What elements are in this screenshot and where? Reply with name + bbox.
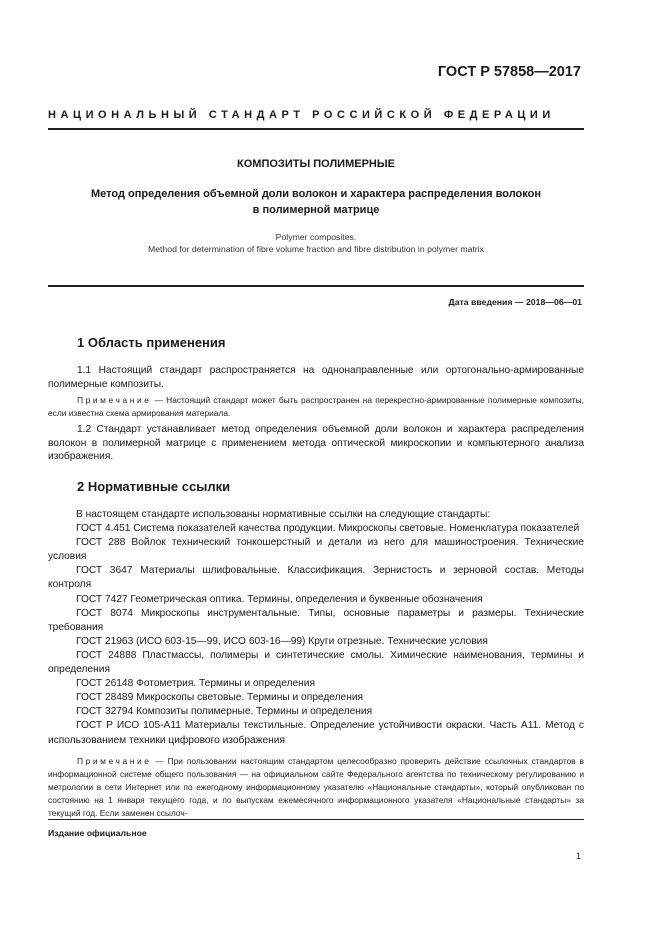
subtitle-line-2: в полимерной матрице (252, 204, 380, 216)
references-intro (48, 508, 584, 522)
reference-text: ГОСТ 4.451 Система показателей качества продукции. Микроскопы световые. Номенклатура показателей (76, 523, 580, 535)
reference-text: ГОСТ 21963 (ИСО 603-15—99, ИСО 603-16—99) Круги отрезные. Технические условия (76, 635, 488, 647)
document-subtitle (48, 186, 584, 218)
reference-item (48, 522, 584, 536)
reference-item (48, 691, 584, 705)
note-label: Примечание (77, 395, 152, 405)
national-standard-banner: НАЦИОНАЛЬНЫЙ СТАНДАРТ РОССИЙСКОЙ ФЕДЕРАЦИИ (48, 109, 555, 121)
reference-text: ГОСТ 28489 Микроскопы световые. Термины и определения (76, 692, 364, 704)
section-2-heading: 2 Нормативные ссылки (77, 479, 231, 494)
standard-number: ГОСТ Р 57858—2017 (437, 64, 581, 80)
reference-text: ГОСТ 7427 Геометрическая оптика. Термины, определения и буквенные обозначения (76, 593, 483, 605)
page-number: 1 (575, 851, 581, 861)
english-title-line-2: Method for determination of fibre volume fraction and fibre distribution in polymer matrix (147, 244, 485, 254)
reference-text: ГОСТ Р ИСО 105-A11 Материалы текстильные. Определение устойчивости окраски. Часть A11. Метод с использованием техники цифрового изображения (48, 720, 584, 746)
reference-text: ГОСТ 3647 Материалы шлифовальные. Классификация. Зернистость и зерновой состав. Методы контроля (48, 565, 584, 591)
reference-text: ГОСТ 32794 Композиты полимерные. Термины и определения (76, 706, 373, 718)
section-1-paragraph-1 (48, 364, 584, 391)
note-label: Примечание (77, 756, 152, 766)
normative-references (48, 508, 584, 748)
official-edition-label: Издание официальное (48, 828, 147, 838)
reference-item (48, 677, 584, 691)
subtitle-line-1: Метод определения объемной доли волокон и характера распределения волокон (91, 188, 541, 200)
reference-text: ГОСТ 26148 Фотометрия. Термины и определения (76, 678, 316, 690)
title-divider (48, 285, 584, 287)
reference-item (48, 719, 584, 747)
reference-item (48, 705, 584, 719)
reference-text: ГОСТ 24888 Пластмассы, полимеры и синтетические смолы. Химические наименования, термины и определения (48, 649, 584, 676)
introduction-date: Дата введения — 2018—06—01 (448, 297, 582, 307)
reference-item (48, 649, 584, 677)
footer-divider (48, 819, 584, 820)
section-1-paragraph-2 (48, 423, 584, 464)
reference-text: ГОСТ 288 Войлок технический тонкошерстный и детали из него для машиностроения. Технические условия (48, 537, 584, 563)
section-2-note (48, 755, 584, 820)
reference-item (48, 607, 584, 635)
paragraph-text: 1.2 Стандарт устанавливает метод определения объемной доли волокон и характера распределения волокон в полимерной матрице с применением метода оптической микроскопии и компьютерного анализа изображения. (48, 424, 584, 463)
reference-text: ГОСТ 8074 Микроскопы инструментальные. Типы, основные параметры и размеры. Технические требования (48, 607, 584, 633)
english-title (48, 231, 584, 255)
reference-item (48, 536, 584, 564)
section-1-heading: 1 Область применения (77, 335, 226, 350)
reference-item (48, 635, 584, 649)
english-title-line-1: Polymer composites. (275, 232, 357, 242)
references-intro-text: В настоящем стандарте использованы нормативные ссылки на следующие стандарты: (76, 509, 491, 520)
reference-item (48, 564, 584, 592)
document-title: КОМПОЗИТЫ ПОЛИМЕРНЫЕ (237, 158, 395, 170)
note-text: — Настоящий стандарт может быть распространен на перекрестно-армированные полимерные композиты, если известна схема армирования материала. (48, 395, 584, 418)
reference-item (48, 593, 584, 607)
paragraph-text: 1.1 Настоящий стандарт распространяется на однонаправленные или ортогонально-армированные полимерные композиты. (48, 365, 584, 390)
section-1-note (48, 394, 584, 420)
top-divider (48, 128, 584, 130)
note-text: — При пользовании настоящим стандартом целесообразно проверить действие ссылочных стандартов в информационной системе общего пользования — на официальном сайте Федерального агентства по техническому регулированию и метрологии в сети Интернет или по ежегодному информационному указателю «Национальные стандарты», который опубликован по состоянию на 1 января текущего года, и по выпускам ежемесячного информационного указателя «Национальные стандарты» за текущий год. Если заменен ссылоч- (48, 756, 584, 818)
